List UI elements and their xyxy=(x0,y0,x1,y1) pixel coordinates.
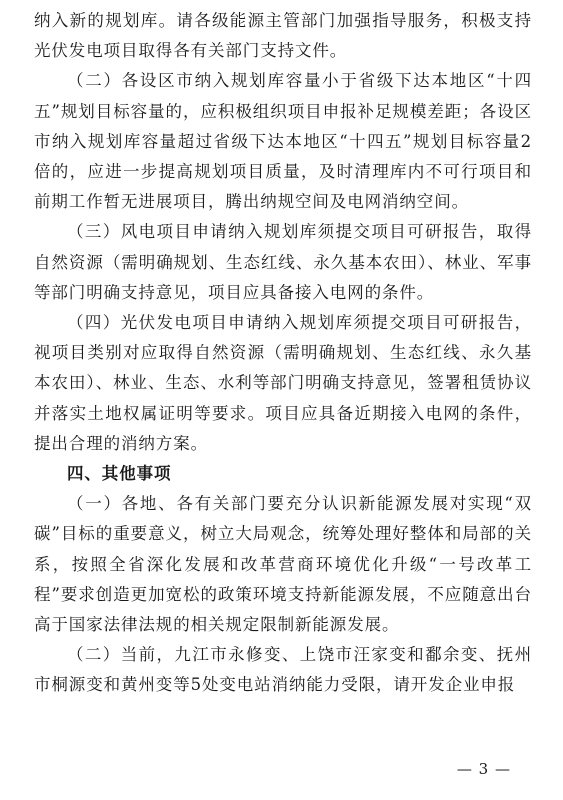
paragraph-other-item-2: （二）当前，九江市永修变、上饶市汪家变和鄱余变、抚州市桐源变和黄州变等5处变电站消纳能力受限，请开发企业申报 xyxy=(34,645,532,695)
paragraph-item-3: （三）风电项目申请纳入规划库须提交项目可研报告，取得自然资源（需明确规划、生态红线、永久基本农田）、林业、军事等部门明确支持意见，项目应具备接入电网的条件。 xyxy=(34,222,532,302)
paragraph-continuation: 纳入新的规划库。请各级能源主管部门加强指导服务，积极支持光伏发电项目取得各有关部门支持文件。 xyxy=(34,11,532,61)
paragraph-item-4: （四）光伏发电项目申请纳入规划库须提交项目可研报告，视项目类别对应取得自然资源（需明确规划、生态红线、永久基本农田）、林业、生态、水利等部门明确支持意见，签署租赁协议并落实土地权属证明等要求。项目应具备近期接入电网的条件，提出合理的消纳方案。 xyxy=(34,313,532,453)
paragraph-other-item-1: （一）各地、各有关部门要充分认识新能源发展对实现“双碳”目标的重要意义，树立大局观念，统筹处理好整体和局部的关系，按照全省深化发展和改革营商环境优化升级“一号改革工程”要求创造更加宽松的政策环境支持新能源发展，不应随意出台高于国家法律法规的相关规定限制新能源发展。 xyxy=(34,494,532,635)
page-number: — 3 — xyxy=(456,760,511,778)
paragraph-item-2: （二）各设区市纳入规划库容量小于省级下达本地区“十四五”规划目标容量的，应积极组织项目申报补足规模差距；各设区市纳入规划库容量超过省级下达本地区“十四五”规划目标容量2倍的，应进一步提高规划项目质量，及时清理库内不可行项目和前期工作暂无进展项目，腾出纳规空间及电网消纳空间。 xyxy=(34,71,532,212)
section-heading-other-matters: 四、其他事项 xyxy=(67,464,172,484)
document-body xyxy=(34,6,532,701)
